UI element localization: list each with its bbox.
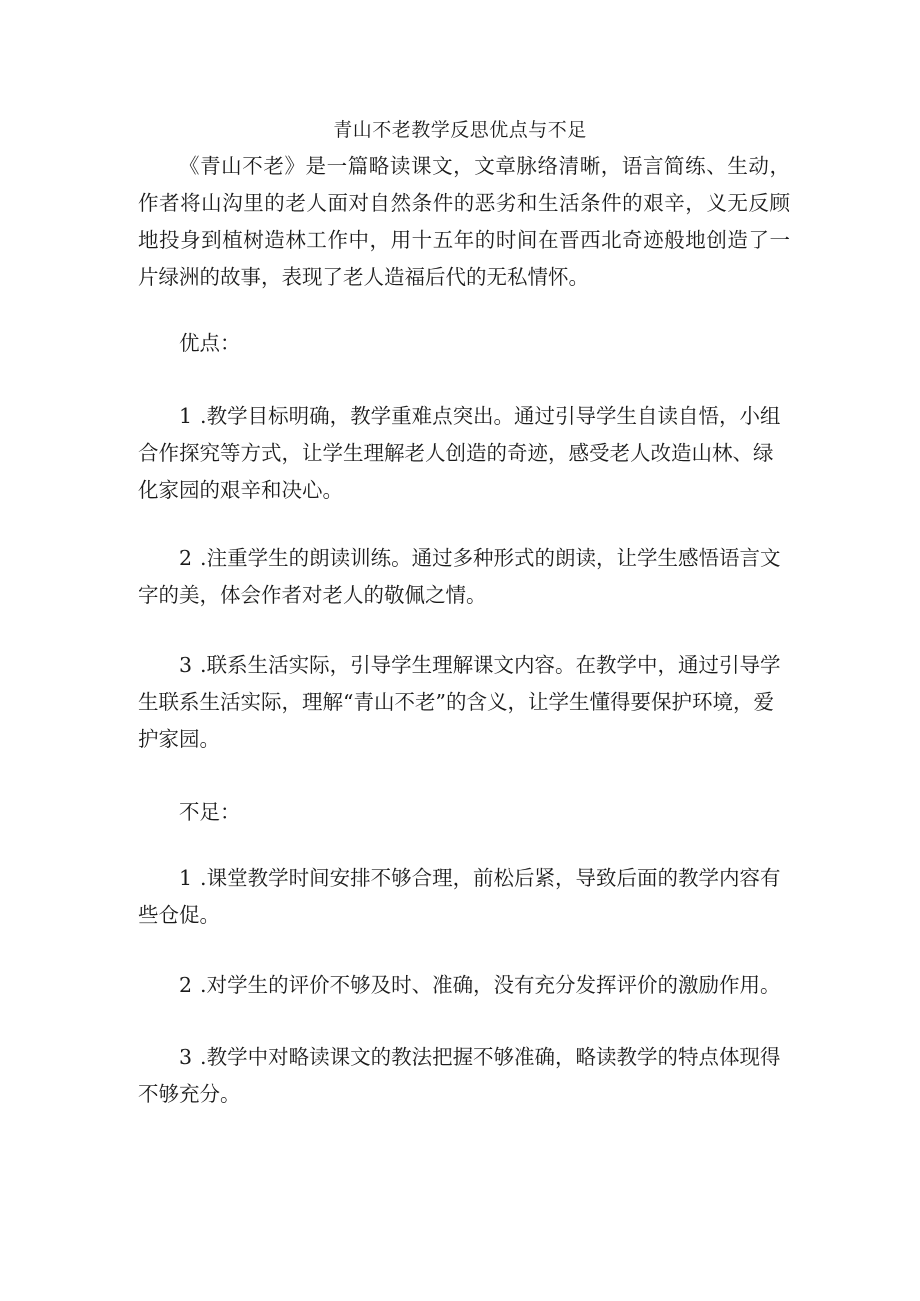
pros-item-1 (138, 398, 790, 509)
cons-item-1-number: 1 (179, 866, 193, 890)
cons-item-1-text: .课堂教学时间安排不够合理，前松后紧，导致后面的教学内容有些仓促。 (138, 866, 781, 927)
pros-item-2 (138, 540, 790, 614)
pros-item-1-text: .教学目标明确，教学重难点突出。通过引导学生自读自悟，小组合作探究等方式，让学生理解老人创造的奇迹，感受老人改造山林、绿化家园的艰辛和决心。 (138, 404, 781, 502)
cons-item-2-number: 2 (179, 973, 193, 997)
pros-item-2-text: .注重学生的朗读训练。通过多种形式的朗读，让学生感悟语言文字的美，体会作者对老人的敬佩之情。 (138, 546, 781, 607)
cons-item-3-text: .教学中对略读课文的教法把握不够准确，略读教学的特点体现得不够充分。 (138, 1045, 781, 1106)
intro-paragraph: 《青山不老》是一篇略读课文，文章脉络清晰，语言简练、生动，作者将山沟里的老人面对自然条件的恶劣和生活条件的艰辛，义无反顾地投身到植树造林工作中，用十五年的时间在晋西北奇迹般地创造了一片绿洲的故事，表现了老人造福后代的无私情怀。 (138, 154, 790, 289)
cons-item-2 (138, 967, 798, 1004)
cons-item-3 (138, 1039, 790, 1113)
pros-item-2-number: 2 (179, 546, 193, 570)
pros-item-1-number: 1 (179, 404, 193, 428)
pros-item-3 (138, 647, 790, 758)
pros-heading: 优点： (179, 331, 241, 355)
cons-item-2-text: .对学生的评价不够及时、准确，没有充分发挥评价的激励作用。 (200, 973, 781, 997)
pros-item-3-number: 3 (179, 653, 193, 677)
pros-item-3-text: .联系生活实际，引导学生理解课文内容。在教学中，通过引导学生联系生活实际，理解“青山不老”的含义，让学生懂得要保护环境，爱护家园。 (138, 653, 781, 751)
document-title: 青山不老教学反思优点与不足 (333, 119, 587, 141)
cons-heading: 不足： (179, 800, 241, 824)
cons-item-1 (138, 860, 790, 934)
cons-item-3-number: 3 (179, 1045, 193, 1069)
